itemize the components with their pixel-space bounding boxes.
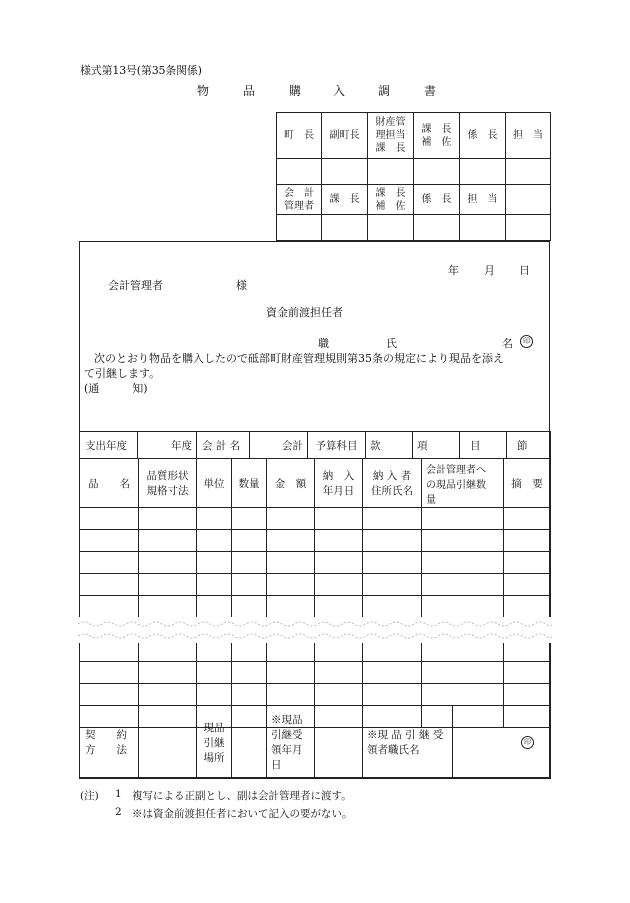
item-cell[interactable]	[232, 596, 267, 618]
item-cell[interactable]	[232, 552, 267, 574]
item-cell[interactable]	[363, 508, 422, 530]
col-amount: 金 額	[267, 459, 315, 508]
item-cell[interactable]	[315, 684, 363, 706]
item-cell[interactable]	[80, 530, 139, 552]
item-cell[interactable]	[267, 596, 315, 618]
kan-field[interactable]: 款	[366, 432, 413, 459]
item-cell[interactable]	[267, 508, 315, 530]
item-cell[interactable]	[232, 684, 267, 706]
approval-cell: 課 長 補 佐	[414, 113, 460, 159]
addressee-suffix: 様	[236, 279, 247, 292]
stamp-box[interactable]	[414, 215, 460, 241]
seal-icon: 印	[521, 736, 534, 749]
item-cell[interactable]	[504, 574, 551, 596]
item-cell[interactable]	[139, 552, 197, 574]
item-cell[interactable]	[232, 574, 267, 596]
budget-item-label: 予算科目	[308, 432, 366, 459]
item-cell[interactable]	[197, 662, 232, 684]
item-cell[interactable]	[504, 530, 551, 552]
item-cell[interactable]	[315, 552, 363, 574]
account-name-label: 会 計 名	[197, 432, 250, 459]
stamp-box[interactable]	[460, 159, 506, 185]
item-cell[interactable]	[267, 684, 315, 706]
sender-title: 資金前渡担任者	[266, 306, 343, 319]
item-cell[interactable]	[232, 662, 267, 684]
seal-icon: 印	[520, 335, 533, 348]
notes-label: (注)	[80, 790, 99, 802]
col-remarks: 摘 要	[504, 459, 551, 508]
title-char-1: 物	[197, 84, 210, 98]
item-cell[interactable]	[139, 662, 197, 684]
item-cell[interactable]	[422, 596, 504, 618]
fiscal-row-table	[79, 431, 551, 459]
item-cell[interactable]	[139, 530, 197, 552]
item-cell[interactable]	[504, 552, 551, 574]
col-delivery-date: 納 入 年月日	[315, 459, 363, 508]
item-cell[interactable]	[504, 508, 551, 530]
item-cell[interactable]	[197, 552, 232, 574]
handover-place-field[interactable]	[232, 706, 267, 779]
approval-cell: 課 長 補 佐	[368, 185, 414, 215]
item-cell[interactable]	[139, 574, 197, 596]
item-cell[interactable]	[80, 662, 139, 684]
item-cell[interactable]	[363, 684, 422, 706]
item-cell[interactable]	[422, 530, 504, 552]
title-char-6: 書	[424, 84, 437, 98]
date-day: 日	[519, 264, 530, 277]
receiver-field[interactable]	[453, 706, 551, 779]
item-cell[interactable]	[315, 596, 363, 618]
col-quantity: 数量	[232, 459, 267, 508]
item-cell[interactable]	[363, 552, 422, 574]
item-cell[interactable]	[197, 684, 232, 706]
body-text-line1: 次のとおり物品を購入したので砥部町財産管理規則第35条の規定により現品を添え	[94, 352, 504, 365]
col-item-name: 品 名	[80, 459, 139, 508]
note-2-text: ※は資金前渡担任者において記入の要がない。	[132, 808, 353, 820]
item-cell[interactable]	[363, 574, 422, 596]
item-cell[interactable]	[422, 508, 504, 530]
col-unit: 単位	[197, 459, 232, 508]
stamp-box[interactable]	[414, 159, 460, 185]
item-cell[interactable]	[267, 574, 315, 596]
col-supplier: 納 入 者 住所氏名	[363, 459, 422, 508]
item-cell[interactable]	[197, 574, 232, 596]
col-spec: 品質形状 規格寸法	[139, 459, 197, 508]
stamp-box[interactable]	[368, 159, 414, 185]
fiscal-year-label: 支出年度	[80, 432, 138, 459]
receiver-label: ※現 品 引 継 受 領者職氏名	[363, 706, 453, 779]
note-1-number: 1	[115, 788, 122, 800]
item-cell[interactable]	[363, 530, 422, 552]
fiscal-year-field[interactable]: 年度	[138, 432, 197, 459]
approval-cell: 担 当	[460, 185, 506, 215]
item-cell[interactable]	[80, 596, 139, 618]
stamp-box[interactable]	[506, 215, 551, 241]
item-cell[interactable]	[139, 684, 197, 706]
item-cell[interactable]	[267, 662, 315, 684]
approval-cell: 財産管 理担当 課 長	[368, 113, 414, 159]
moku-field[interactable]: 目	[460, 432, 507, 459]
stamp-box[interactable]	[506, 159, 551, 185]
item-cell[interactable]	[197, 508, 232, 530]
title-char-2: 品	[243, 84, 256, 98]
omission-break	[78, 617, 552, 643]
item-cell[interactable]	[139, 508, 197, 530]
form-number: 様式第13号(第35条関係)	[80, 64, 202, 77]
item-cell[interactable]	[422, 574, 504, 596]
approval-cell: 課 長	[322, 185, 368, 215]
items-table	[79, 458, 551, 728]
col-handover-qty: 会計管理者へ の現品引継数 量	[422, 459, 504, 508]
stamp-box[interactable]	[460, 215, 506, 241]
notice-label: (通 知)	[84, 382, 148, 395]
item-cell[interactable]	[232, 508, 267, 530]
item-cell[interactable]	[422, 662, 504, 684]
item-cell[interactable]	[504, 662, 551, 684]
approval-cell: 副町長	[322, 113, 368, 159]
approval-table	[276, 112, 551, 241]
approval-cell: 担 当	[506, 113, 551, 159]
receive-date-field[interactable]	[315, 706, 363, 779]
item-cell[interactable]	[197, 530, 232, 552]
date-year: 年	[448, 264, 459, 277]
account-name-field[interactable]: 会計	[250, 432, 308, 459]
item-cell[interactable]	[80, 684, 139, 706]
item-cell[interactable]	[80, 508, 139, 530]
item-cell[interactable]	[422, 552, 504, 574]
body-text-line2: て引継します。	[84, 367, 161, 380]
item-cell[interactable]	[197, 596, 232, 618]
approval-cell: 係 長	[414, 185, 460, 215]
item-cell[interactable]	[504, 684, 551, 706]
addressee: 会計管理者	[108, 279, 163, 292]
item-cell[interactable]	[232, 530, 267, 552]
item-cell[interactable]	[267, 552, 315, 574]
footer-row-table	[79, 705, 551, 779]
item-cell[interactable]	[267, 530, 315, 552]
title-char-3: 購	[289, 84, 302, 98]
name-suffix: 名	[502, 337, 513, 350]
item-cell[interactable]	[80, 574, 139, 596]
item-cell[interactable]	[139, 596, 197, 618]
item-cell[interactable]	[80, 552, 139, 574]
item-cell[interactable]	[422, 684, 504, 706]
stamp-box[interactable]	[277, 215, 322, 241]
stamp-box[interactable]	[277, 159, 322, 185]
item-cell[interactable]	[363, 662, 422, 684]
name-label: 氏	[386, 337, 397, 350]
title-char-4: 入	[333, 84, 346, 98]
position-label: 職	[318, 337, 329, 350]
note-1-text: 複写による正副とし、副は会計管理者に渡す。	[132, 790, 352, 802]
title-char-5: 調	[378, 84, 391, 98]
contract-method-label: 契 約 方 法	[80, 706, 139, 779]
item-cell[interactable]	[315, 662, 363, 684]
date-month: 月	[484, 264, 495, 277]
stamp-box[interactable]	[322, 159, 368, 185]
approval-cell: 係 長	[460, 113, 506, 159]
approval-cell: 会 計 管理者	[277, 185, 322, 215]
setsu-field[interactable]: 節	[507, 432, 551, 459]
approval-cell: 町 長	[277, 113, 322, 159]
handover-place-label: 現品 引継 場所	[197, 706, 232, 779]
item-cell[interactable]	[315, 574, 363, 596]
note-2-number: 2	[115, 806, 122, 818]
item-cell[interactable]	[315, 530, 363, 552]
receive-date-label: ※現品 引継受 領年月 日	[267, 706, 315, 779]
item-cell[interactable]	[315, 508, 363, 530]
kou-field[interactable]: 項	[413, 432, 460, 459]
approval-cell	[506, 185, 551, 215]
stamp-box[interactable]	[368, 215, 414, 241]
contract-method-field[interactable]	[139, 706, 197, 779]
item-cell[interactable]	[363, 596, 422, 618]
stamp-box[interactable]	[322, 215, 368, 241]
item-cell[interactable]	[504, 596, 551, 618]
